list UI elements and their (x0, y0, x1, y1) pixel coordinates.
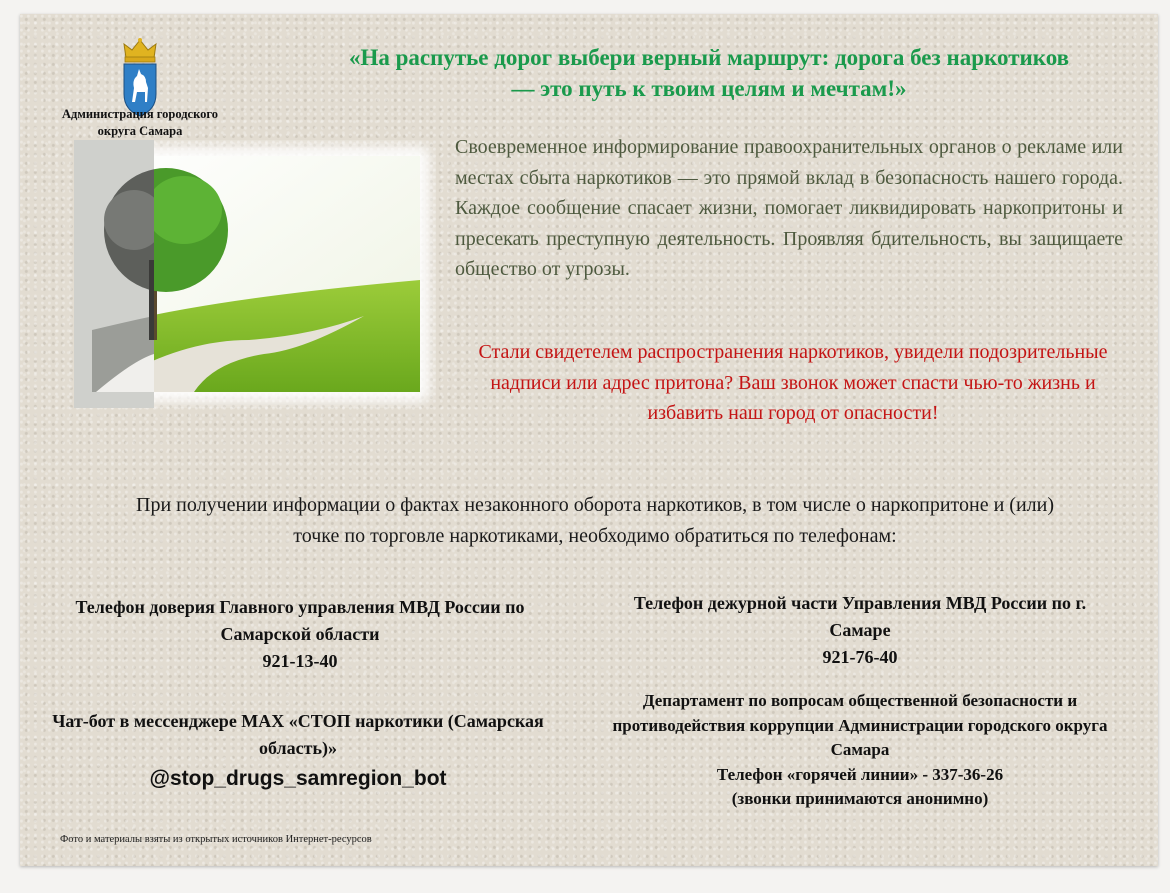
department-hotline: Телефон «горячей линии» - 337-36-26 (716, 764, 1004, 784)
duty-line-title: Телефон дежурной части Управления МВД России по г. Самаре (633, 593, 1087, 640)
alert-message: Стали свидетелем распространения наркотиков, увидели подозрительные надписи или адрес притона? Ваш звонок может спасти чью-то жизнь и избавить наш город от опасности! (478, 341, 1108, 424)
chatbot-handle: @stop_drugs_samregion_bot (149, 767, 447, 790)
department-note: (звонки принимаются анонимно) (731, 789, 989, 808)
department-name: Департамент по вопросам общественной безопасности и противодействия коррупции Администрации городского округа Самара (612, 691, 1108, 759)
chatbot-block (48, 708, 548, 792)
intro-paragraph: Своевременное информирование правоохранительных органов о рекламе или местах сбыта наркотиков — это прямой вклад в безопасность нашего города. Каждое сообщение спасает жизни, помогает ликвидировать наркопритоны и пресекать преступную деятельность. Проявляя бдительность, вы защищаете общество от угрозы. (455, 136, 1123, 280)
trust-line-phone: 921-13-40 (262, 651, 338, 671)
tree-crossroads-image (74, 140, 436, 408)
source-footnote: Фото и материалы взяты из открытых источников Интернет-ресурсов (60, 834, 372, 845)
contact-instruction: При получении информации о фактах незаконного оборота наркотиков, в том числе о наркопритоне и (или) точке по торговле наркотиками, необходимо обратиться по телефонам: (136, 494, 1054, 547)
chatbot-title: Чат-бот в мессенджере МАХ «СТОП наркотики (Самарская область)» (52, 711, 544, 758)
department-block (610, 689, 1110, 812)
headline: «На распутье дорог выбери верный маршрут: дорога без наркотиков — это путь к твоим целям и мечтам!» (348, 45, 1070, 101)
duty-line-phone: 921-76-40 (822, 647, 898, 667)
poster (20, 14, 1158, 866)
org-name: Администрация городского округа Самара (61, 107, 219, 138)
duty-line-block (610, 590, 1110, 671)
trust-line-block (50, 594, 550, 675)
trust-line-title: Телефон доверия Главного управления МВД России по Самарской области (75, 597, 525, 644)
